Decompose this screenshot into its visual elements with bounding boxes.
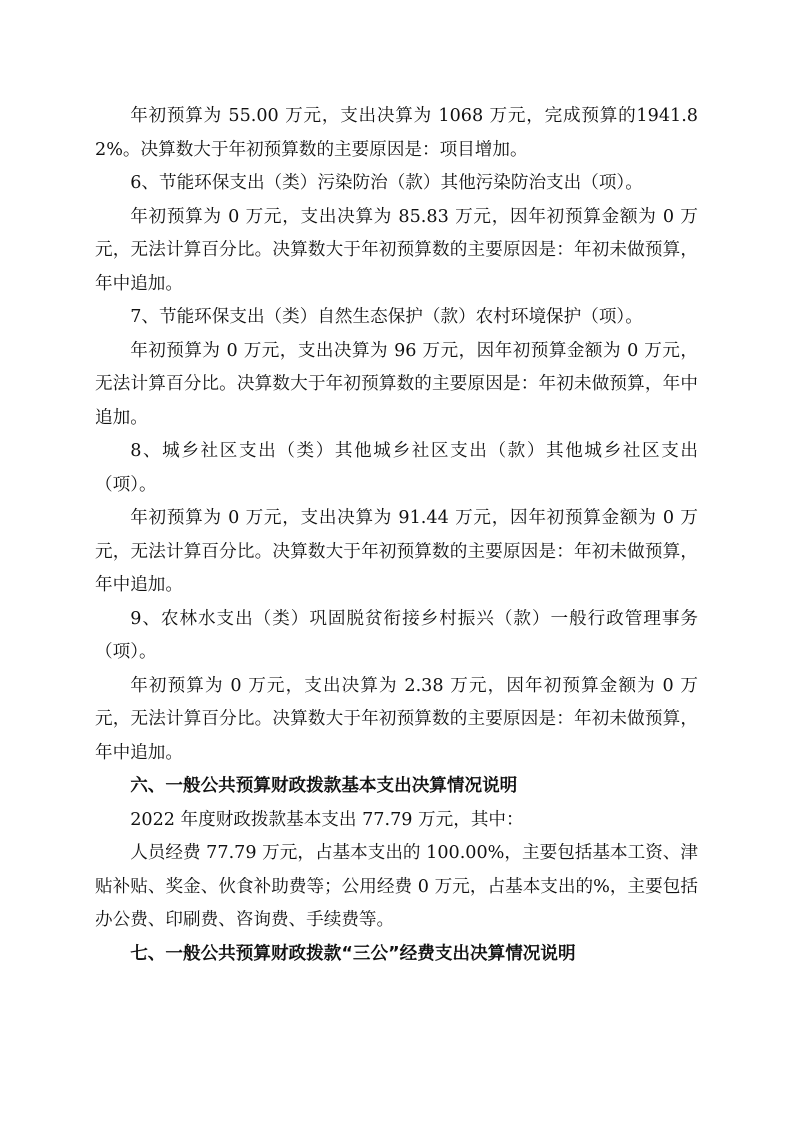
- paragraph-item-7-detail: 年初预算为 0 万元，支出决算为 96 万元，因年初预算金额为 0 万元，无法计算百分比。决算数大于年初预算数的主要原因是：年初未做预算，年中追加。: [95, 340, 698, 428]
- paragraph-personnel-expenses: 人员经费 77.79 万元，占基本支出的 100.00%，主要包括基本工资、津贴补贴、奖金、伙食补助费等；公用经费 0 万元，占基本支出的%，主要包括办公费、印刷费、咨询费、手续费等。: [95, 843, 698, 930]
- section-6-heading: 六、一般公共预算财政拨款基本支出决算情况说明: [130, 776, 518, 796]
- paragraph-basic-expenditure: 2022 年度财政拨款基本支出 77.79 万元，其中：: [130, 809, 524, 830]
- item-6-title: 6、节能环保支出（类）污染防治（款）其他污染防治支出（项）。: [130, 173, 643, 193]
- document-body: [95, 100, 698, 971]
- paragraph-item-6-detail: 年初预算为 0 万元，支出决算为 85.83 万元，因年初预算金额为 0 万元，无法计算百分比。决算数大于年初预算数的主要原因是：年初未做预算，年中追加。: [95, 206, 698, 294]
- paragraph-item-9-detail: 年初预算为 0 万元，支出决算为 2.38 万元，因年初预算金额为 0 万元，无法计算百分比。决算数大于年初预算数的主要原因是：年初未做预算，年中追加。: [95, 675, 698, 763]
- item-8-title: 8、城乡社区支出（类）其他城乡社区支出（款）其他城乡社区支出（项）。: [95, 441, 698, 495]
- item-7-title: 7、节能环保支出（类）自然生态保护（款）农村环境保护（项）。: [130, 307, 643, 327]
- paragraph-budget-1068: 年初预算为 55.00 万元，支出决算为 1068 万元，完成预算的1941.82%。决算数大于年初预算数的主要原因是：项目增加。: [95, 106, 698, 160]
- item-9-title: 9、农林水支出（类）巩固脱贫衔接乡村振兴（款）一般行政管理事务（项）。: [95, 608, 698, 662]
- paragraph-item-8-detail: 年初预算为 0 万元，支出决算为 91.44 万元，因年初预算金额为 0 万元，无法计算百分比。决算数大于年初预算数的主要原因是：年初未做预算，年中追加。: [95, 508, 698, 595]
- section-7-heading: 七、一般公共预算财政拨款“三公”经费支出决算情况说明: [130, 943, 576, 964]
